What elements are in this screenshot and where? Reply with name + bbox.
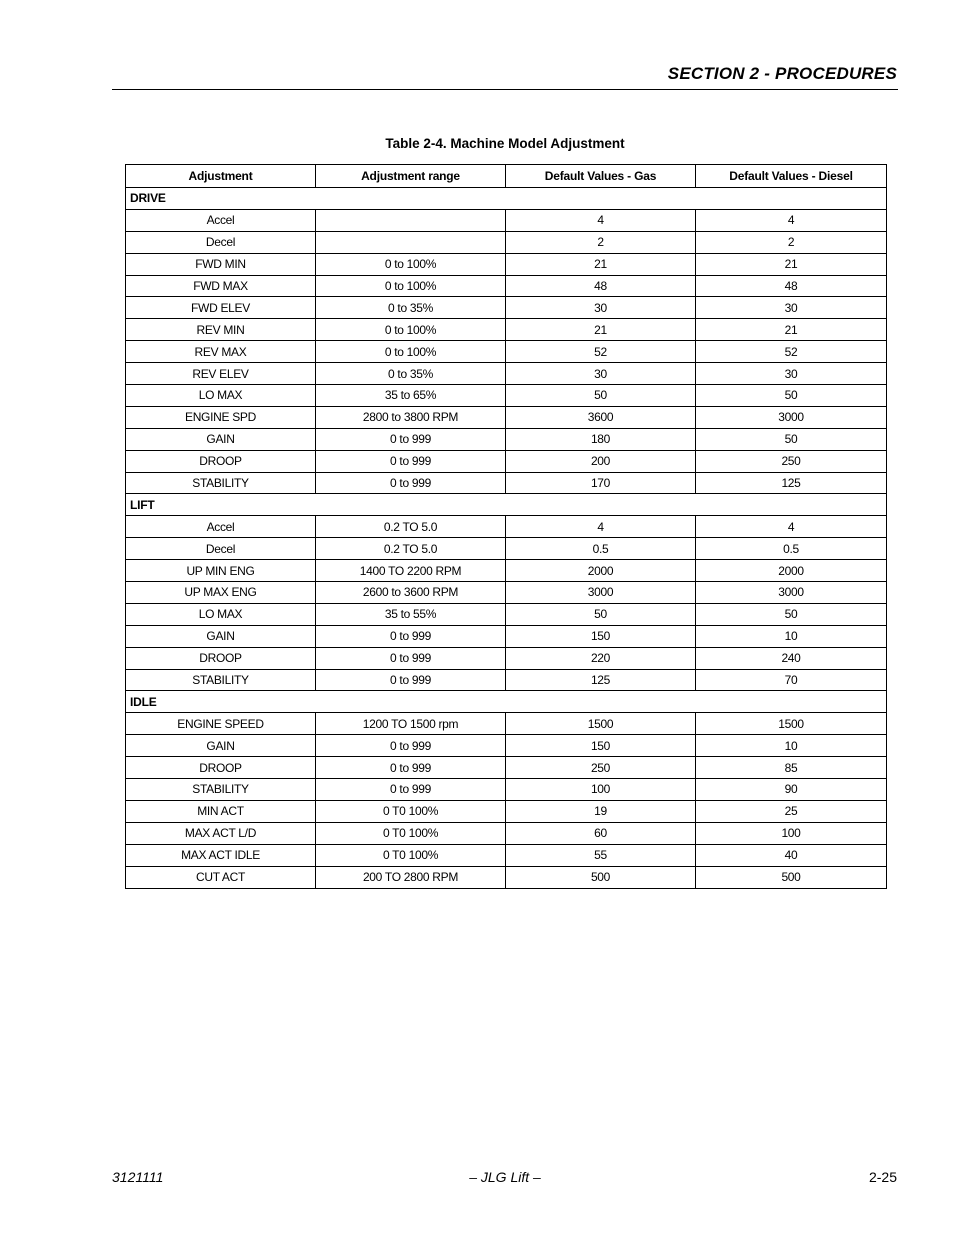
cell-default-gas: 250: [506, 757, 696, 779]
table-row: [126, 297, 887, 319]
cell-adjustment: DROOP: [126, 647, 316, 669]
cell-adjustment-range: 0 to 100%: [316, 253, 506, 275]
cell-default-gas: 60: [506, 822, 696, 844]
cell-adjustment-range: 1400 TO 2200 RPM: [316, 560, 506, 582]
table-row: [126, 538, 887, 560]
cell-adjustment-range: 0 to 35%: [316, 297, 506, 319]
cell-default-gas: 200: [506, 450, 696, 472]
cell-default-diesel: 40: [696, 844, 887, 866]
cell-adjustment: DROOP: [126, 450, 316, 472]
cell-default-gas: 0.5: [506, 538, 696, 560]
section-row-idle: [126, 691, 887, 713]
cell-adjustment: REV ELEV: [126, 363, 316, 385]
cell-adjustment: GAIN: [126, 735, 316, 757]
cell-default-diesel: 3000: [696, 582, 887, 604]
cell-default-gas: 48: [506, 275, 696, 297]
cell-default-gas: 19: [506, 800, 696, 822]
cell-adjustment: FWD ELEV: [126, 297, 316, 319]
cell-default-gas: 2000: [506, 560, 696, 582]
cell-adjustment: FWD MAX: [126, 275, 316, 297]
column-header-default-diesel: Default Values - Diesel: [696, 165, 887, 188]
cell-default-gas: 150: [506, 625, 696, 647]
table-row: [126, 209, 887, 231]
cell-default-diesel: 100: [696, 822, 887, 844]
cell-default-diesel: 4: [696, 516, 887, 538]
table-row: [126, 560, 887, 582]
table-row: [126, 253, 887, 275]
cell-adjustment: Decel: [126, 538, 316, 560]
table-row: [126, 450, 887, 472]
table-row: [126, 428, 887, 450]
cell-adjustment: MIN ACT: [126, 800, 316, 822]
cell-adjustment-range: 0 to 100%: [316, 341, 506, 363]
cell-adjustment-range: 0.2 TO 5.0: [316, 538, 506, 560]
table-row: [126, 713, 887, 735]
cell-default-diesel: 0.5: [696, 538, 887, 560]
cell-default-gas: 4: [506, 209, 696, 231]
cell-adjustment-range: 200 TO 2800 RPM: [316, 866, 506, 888]
table-title: Table 2-4. Machine Model Adjustment: [385, 136, 625, 151]
table-row: [126, 582, 887, 604]
section-label: LIFT: [126, 494, 887, 516]
cell-default-gas: 1500: [506, 713, 696, 735]
cell-default-diesel: 50: [696, 428, 887, 450]
cell-default-diesel: 48: [696, 275, 887, 297]
cell-adjustment: GAIN: [126, 428, 316, 450]
cell-default-diesel: 250: [696, 450, 887, 472]
cell-adjustment: FWD MIN: [126, 253, 316, 275]
cell-default-diesel: 21: [696, 253, 887, 275]
cell-default-diesel: 25: [696, 800, 887, 822]
cell-default-gas: 52: [506, 341, 696, 363]
column-header-adjustment-range: Adjustment range: [316, 165, 506, 188]
cell-adjustment: LO MAX: [126, 603, 316, 625]
machine-model-adjustment-table: [125, 164, 887, 889]
cell-adjustment-range: 1200 TO 1500 rpm: [316, 713, 506, 735]
table-row: [126, 275, 887, 297]
cell-adjustment-range: 0 to 999: [316, 735, 506, 757]
cell-adjustment: STABILITY: [126, 779, 316, 801]
cell-default-diesel: 50: [696, 603, 887, 625]
cell-default-gas: 30: [506, 363, 696, 385]
cell-adjustment-range: 35 to 65%: [316, 385, 506, 407]
table-row: [126, 385, 887, 407]
table-row: [126, 735, 887, 757]
cell-default-gas: 180: [506, 428, 696, 450]
table-row: [126, 319, 887, 341]
cell-default-diesel: 21: [696, 319, 887, 341]
cell-default-gas: 500: [506, 866, 696, 888]
cell-adjustment-range: 0 to 999: [316, 779, 506, 801]
cell-adjustment: LO MAX: [126, 385, 316, 407]
cell-default-gas: 21: [506, 319, 696, 341]
table-row: [126, 647, 887, 669]
cell-adjustment-range: 0 to 999: [316, 472, 506, 494]
cell-adjustment: STABILITY: [126, 669, 316, 691]
cell-adjustment-range: 0 to 999: [316, 450, 506, 472]
cell-default-gas: 50: [506, 385, 696, 407]
column-header-adjustment: Adjustment: [126, 165, 316, 188]
table-row: [126, 363, 887, 385]
cell-default-diesel: 240: [696, 647, 887, 669]
table-row: [126, 406, 887, 428]
cell-default-gas: 2: [506, 231, 696, 253]
cell-default-gas: 3600: [506, 406, 696, 428]
section-label: DRIVE: [126, 188, 887, 210]
cell-adjustment-range: 0 to 999: [316, 625, 506, 647]
table-row: [126, 779, 887, 801]
cell-default-diesel: 50: [696, 385, 887, 407]
cell-default-gas: 125: [506, 669, 696, 691]
cell-adjustment-range: 0 T0 100%: [316, 822, 506, 844]
cell-adjustment-range: 0 to 35%: [316, 363, 506, 385]
cell-adjustment: UP MIN ENG: [126, 560, 316, 582]
cell-adjustment-range: 0 T0 100%: [316, 844, 506, 866]
cell-default-diesel: 52: [696, 341, 887, 363]
table-row: [126, 757, 887, 779]
table-row: [126, 516, 887, 538]
table-row: [126, 231, 887, 253]
cell-adjustment-range: 0 to 100%: [316, 275, 506, 297]
cell-adjustment: GAIN: [126, 625, 316, 647]
cell-adjustment-range: 0 to 100%: [316, 319, 506, 341]
document-number: 3121111: [112, 1169, 164, 1185]
section-row-lift: [126, 494, 887, 516]
cell-default-gas: 170: [506, 472, 696, 494]
table-row: [126, 669, 887, 691]
cell-default-diesel: 4: [696, 209, 887, 231]
table-row: [126, 844, 887, 866]
cell-default-diesel: 30: [696, 297, 887, 319]
cell-adjustment-range: 35 to 55%: [316, 603, 506, 625]
cell-adjustment: UP MAX ENG: [126, 582, 316, 604]
table-row: [126, 800, 887, 822]
cell-adjustment: Accel: [126, 516, 316, 538]
cell-default-gas: 3000: [506, 582, 696, 604]
cell-adjustment: ENGINE SPD: [126, 406, 316, 428]
cell-default-diesel: 2: [696, 231, 887, 253]
cell-default-diesel: 3000: [696, 406, 887, 428]
section-title: SECTION 2 - PROCEDURES: [667, 64, 897, 83]
table-row: [126, 625, 887, 647]
cell-adjustment-range: 0 to 999: [316, 428, 506, 450]
cell-default-gas: 50: [506, 603, 696, 625]
page-number: 2-25: [868, 1169, 897, 1185]
section-label: IDLE: [126, 691, 887, 713]
cell-adjustment: CUT ACT: [126, 866, 316, 888]
column-header-default-gas: Default Values - Gas: [506, 165, 696, 188]
cell-adjustment: DROOP: [126, 757, 316, 779]
cell-default-diesel: 70: [696, 669, 887, 691]
cell-default-diesel: 10: [696, 625, 887, 647]
cell-default-gas: 55: [506, 844, 696, 866]
cell-default-diesel: 1500: [696, 713, 887, 735]
table-body: [126, 188, 887, 889]
cell-adjustment-range: 2800 to 3800 RPM: [316, 406, 506, 428]
cell-adjustment: MAX ACT L/D: [126, 822, 316, 844]
cell-adjustment-range: 0 to 999: [316, 757, 506, 779]
cell-default-gas: 4: [506, 516, 696, 538]
cell-default-diesel: 125: [696, 472, 887, 494]
cell-adjustment-range: 0 to 999: [316, 647, 506, 669]
table-header-row: [126, 165, 887, 188]
cell-adjustment: REV MAX: [126, 341, 316, 363]
cell-default-gas: 30: [506, 297, 696, 319]
cell-default-gas: 21: [506, 253, 696, 275]
table-row: [126, 603, 887, 625]
cell-default-diesel: 30: [696, 363, 887, 385]
table-row: [126, 866, 887, 888]
cell-default-diesel: 10: [696, 735, 887, 757]
cell-adjustment-range: 0 to 999: [316, 669, 506, 691]
table-row: [126, 822, 887, 844]
cell-adjustment: STABILITY: [126, 472, 316, 494]
cell-adjustment-range: 0 T0 100%: [316, 800, 506, 822]
section-row-drive: [126, 188, 887, 210]
cell-adjustment: MAX ACT IDLE: [126, 844, 316, 866]
table-row: [126, 472, 887, 494]
cell-adjustment-range: 2600 to 3600 RPM: [316, 582, 506, 604]
cell-adjustment: Accel: [126, 209, 316, 231]
cell-adjustment: REV MIN: [126, 319, 316, 341]
cell-default-diesel: 90: [696, 779, 887, 801]
cell-default-gas: 150: [506, 735, 696, 757]
cell-default-gas: 220: [506, 647, 696, 669]
cell-adjustment-range: [316, 209, 506, 231]
cell-default-diesel: 2000: [696, 560, 887, 582]
cell-default-diesel: 500: [696, 866, 887, 888]
cell-default-gas: 100: [506, 779, 696, 801]
cell-adjustment-range: [316, 231, 506, 253]
publisher-name: – JLG Lift –: [469, 1169, 541, 1185]
cell-adjustment-range: 0.2 TO 5.0: [316, 516, 506, 538]
table-row: [126, 341, 887, 363]
cell-default-diesel: 85: [696, 757, 887, 779]
header-divider: [112, 89, 898, 90]
cell-adjustment: Decel: [126, 231, 316, 253]
cell-adjustment: ENGINE SPEED: [126, 713, 316, 735]
